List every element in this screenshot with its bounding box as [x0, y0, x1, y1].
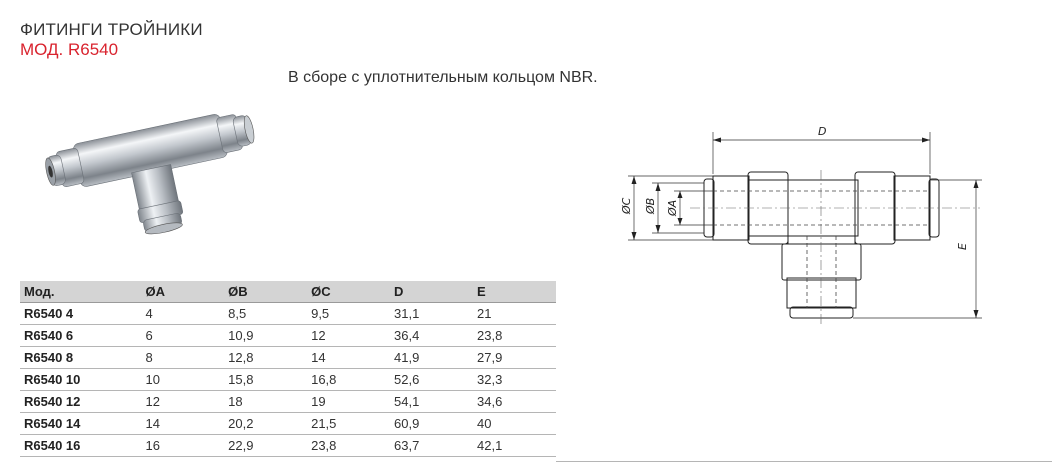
cell-mod: R6540 4: [20, 303, 142, 325]
cell-c: 16,8: [307, 369, 390, 391]
col-header-b: ØB: [224, 281, 307, 303]
cell-d: 54,1: [390, 391, 473, 413]
table-header-row: [20, 281, 556, 303]
cell-b: 10,9: [224, 325, 307, 347]
cell-a: 16: [142, 435, 225, 457]
model-code: МОД. R6540: [20, 40, 119, 59]
cell-mod: R6540 14: [20, 413, 142, 435]
cell-mod: R6540 12: [20, 391, 142, 413]
cell-e: 40: [473, 413, 556, 435]
table-row: [20, 347, 556, 369]
cell-c: 23,8: [307, 435, 390, 457]
product-photo: [28, 84, 268, 254]
col-header-e: E: [473, 281, 556, 303]
spec-table: [20, 281, 556, 457]
cell-a: 12: [142, 391, 225, 413]
cell-d: 52,6: [390, 369, 473, 391]
dim-label-e: E: [956, 243, 969, 250]
bottom-rule: [556, 461, 1052, 462]
table-row: [20, 391, 556, 413]
table-row: [20, 325, 556, 347]
cell-c: 19: [307, 391, 390, 413]
cell-d: 41,9: [390, 347, 473, 369]
cell-c: 21,5: [307, 413, 390, 435]
cell-b: 12,8: [224, 347, 307, 369]
cell-a: 4: [142, 303, 225, 325]
cell-b: 8,5: [224, 303, 307, 325]
cell-e: 23,8: [473, 325, 556, 347]
cell-mod: R6540 16: [20, 435, 142, 457]
dim-label-c: ØC: [620, 197, 633, 214]
subtitle: В сборе с уплотнительным кольцом NBR.: [288, 69, 598, 86]
table-row: [20, 369, 556, 391]
cell-e: 21: [473, 303, 556, 325]
table-row: [20, 435, 556, 457]
col-header-d: D: [390, 281, 473, 303]
cell-b: 15,8: [224, 369, 307, 391]
cell-mod: R6540 8: [20, 347, 142, 369]
cell-mod: R6540 10: [20, 369, 142, 391]
cell-d: 60,9: [390, 413, 473, 435]
table-row: [20, 413, 556, 435]
cell-b: 18: [224, 391, 307, 413]
cell-a: 10: [142, 369, 225, 391]
dim-label-d: D: [818, 125, 827, 138]
col-header-mod: Мод.: [20, 281, 142, 303]
page-title: ФИТИНГИ ТРОЙНИКИ: [20, 20, 203, 39]
cell-c: 14: [307, 347, 390, 369]
cell-a: 8: [142, 347, 225, 369]
cell-e: 42,1: [473, 435, 556, 457]
dim-label-b: ØB: [644, 197, 657, 214]
cell-e: 27,9: [473, 347, 556, 369]
col-header-a: ØA: [142, 281, 225, 303]
cell-d: 36,4: [390, 325, 473, 347]
cell-e: 32,3: [473, 369, 556, 391]
title-block: [20, 20, 203, 60]
cell-c: 12: [307, 325, 390, 347]
col-header-c: ØC: [307, 281, 390, 303]
cell-c: 9,5: [307, 303, 390, 325]
cell-a: 6: [142, 325, 225, 347]
cell-e: 34,6: [473, 391, 556, 413]
cell-a: 14: [142, 413, 225, 435]
table-row: [20, 303, 556, 325]
cell-d: 31,1: [390, 303, 473, 325]
technical-drawing: [600, 110, 1000, 340]
cell-b: 20,2: [224, 413, 307, 435]
cell-d: 63,7: [390, 435, 473, 457]
cell-b: 22,9: [224, 435, 307, 457]
cell-mod: R6540 6: [20, 325, 142, 347]
dim-label-a: ØA: [666, 199, 679, 216]
